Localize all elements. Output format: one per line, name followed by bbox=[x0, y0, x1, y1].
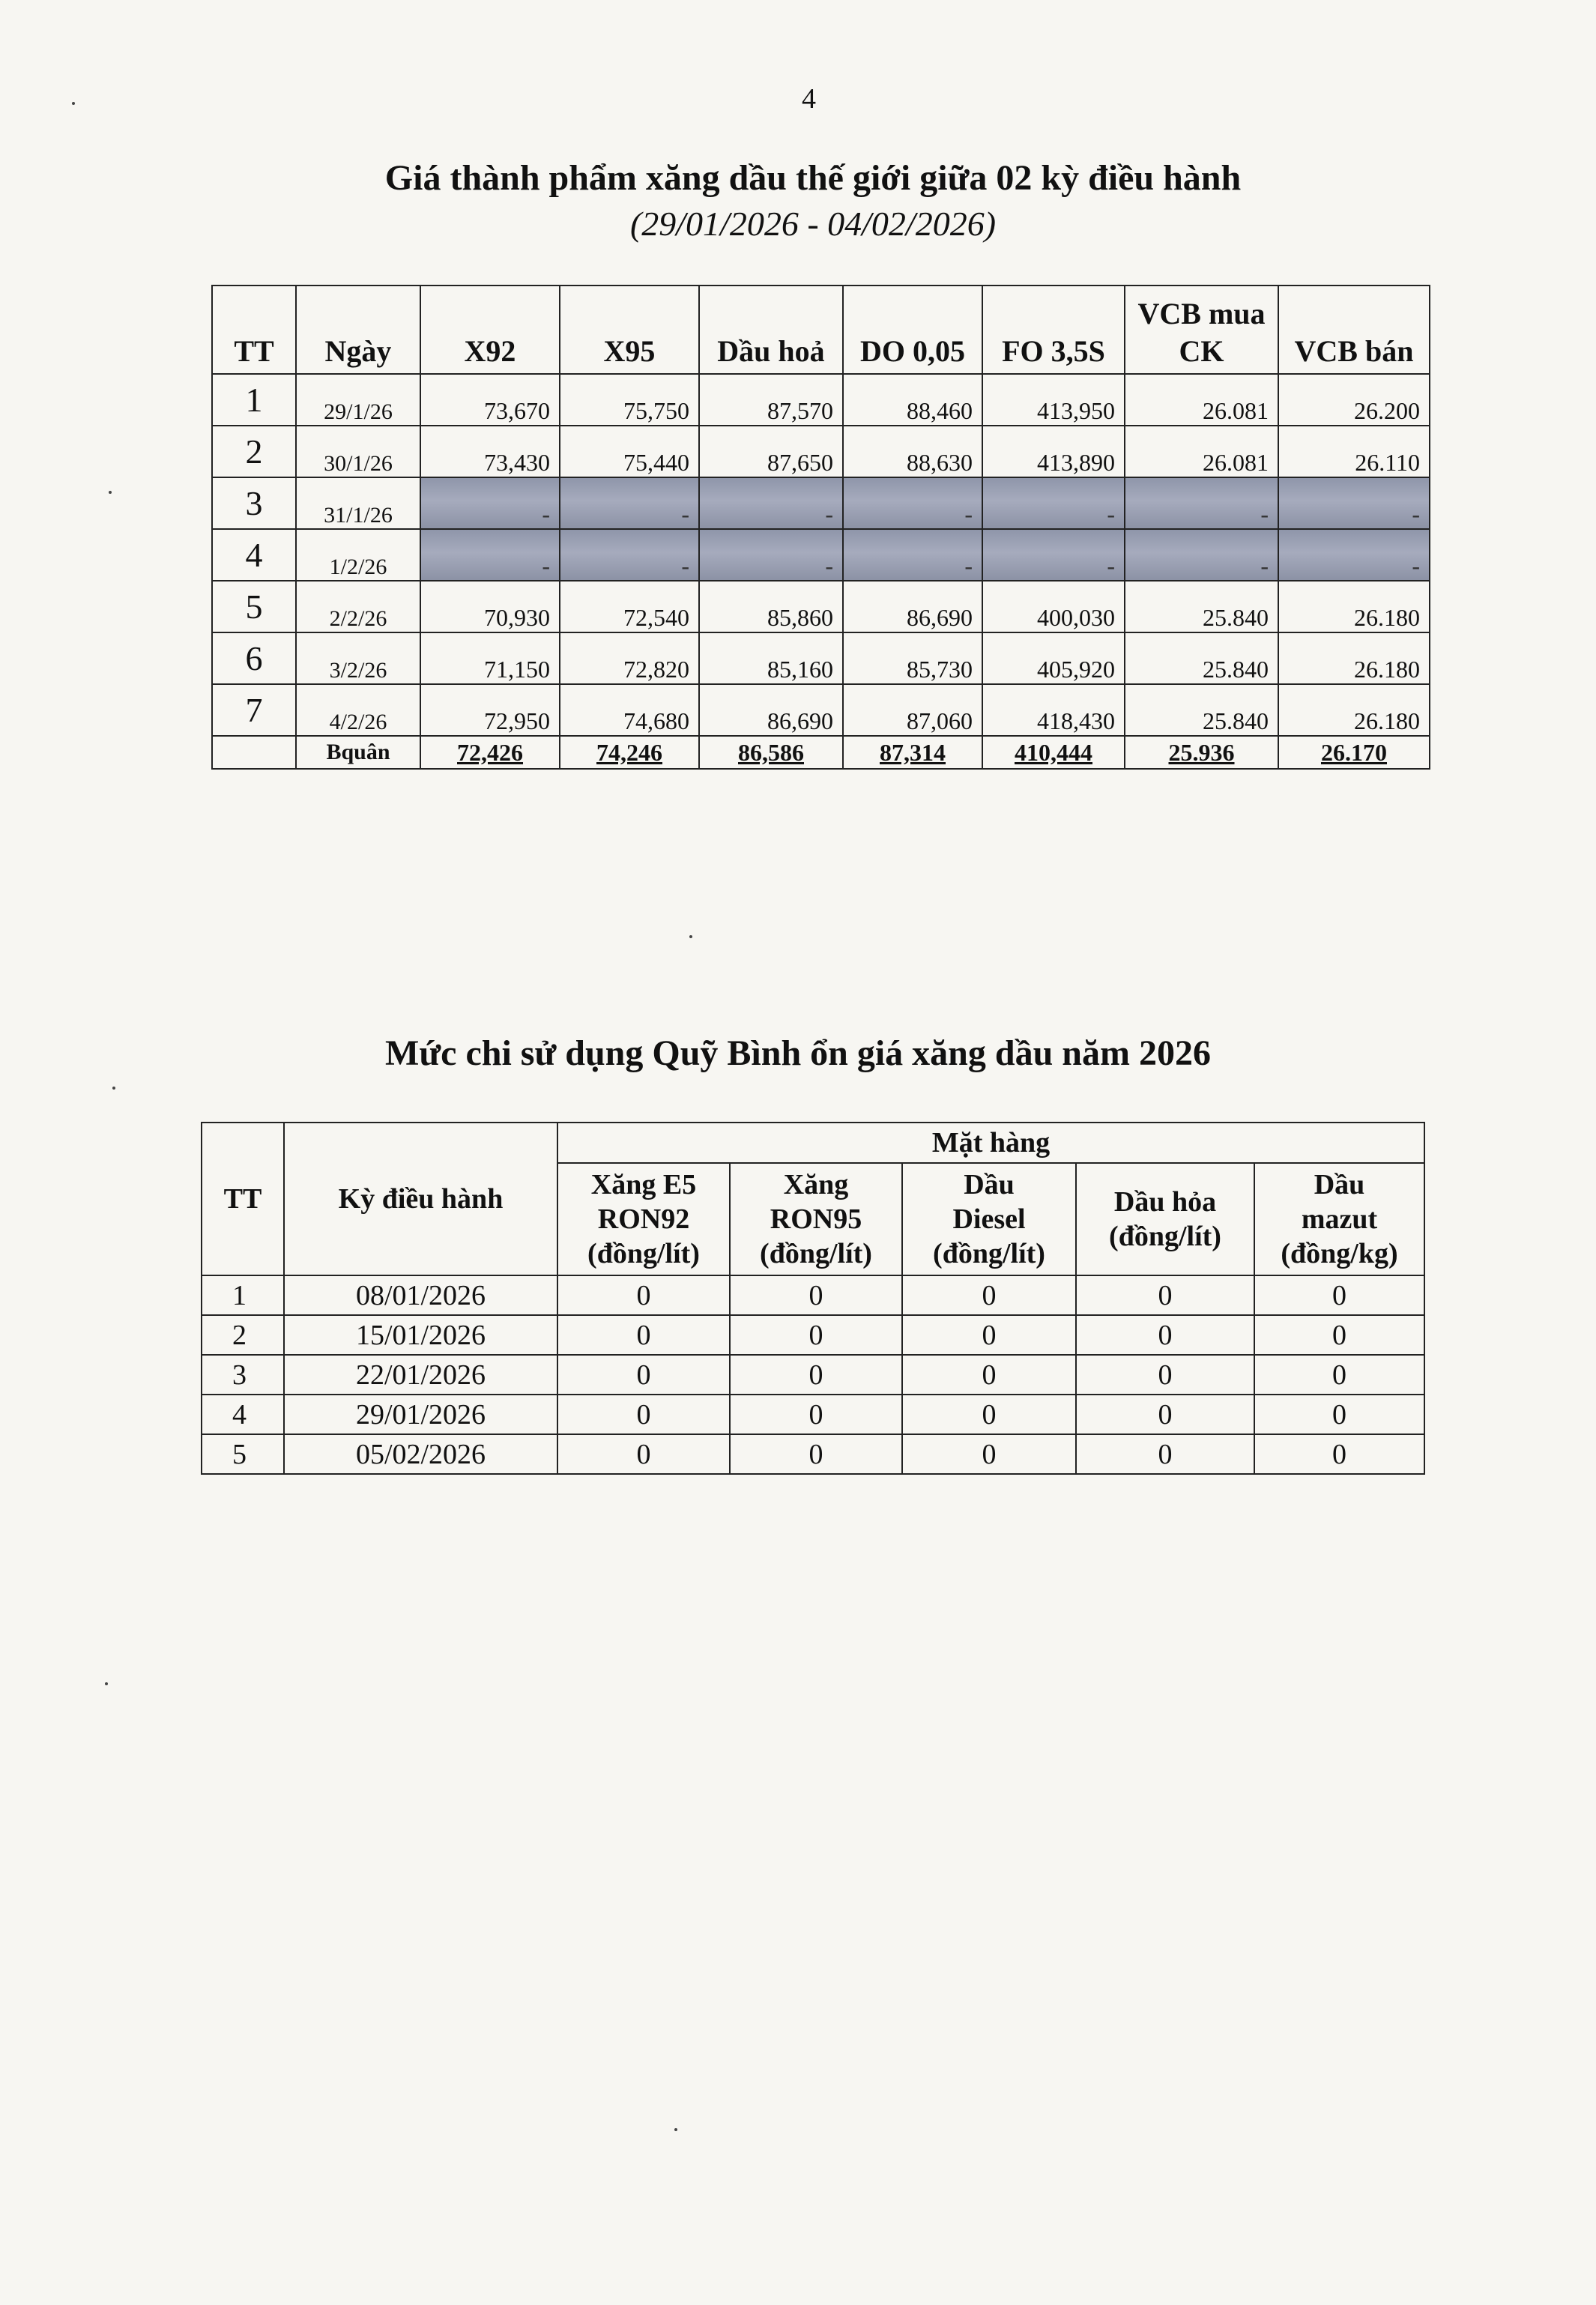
price-cell: 26.200 bbox=[1278, 374, 1430, 426]
price-cell: 413,950 bbox=[982, 374, 1125, 426]
column-header bbox=[902, 1163, 1076, 1275]
table2-title: Mức chi sử dụng Quỹ Bình ổn giá xăng dầu năm 2026 bbox=[385, 1033, 1211, 1073]
fund-cell: 0 bbox=[730, 1395, 902, 1434]
price-cell: 72,820 bbox=[560, 632, 699, 684]
table-row bbox=[202, 1434, 1424, 1474]
header-cell: FO 3,5S bbox=[982, 286, 1125, 374]
fund-cell: 0 bbox=[902, 1434, 1076, 1474]
header-cell: VCB bán bbox=[1278, 286, 1430, 374]
price-cell: 88,630 bbox=[843, 426, 982, 477]
fund-cell: 0 bbox=[1254, 1275, 1424, 1315]
fund-cell: 0 bbox=[902, 1275, 1076, 1315]
fund-cell: 0 bbox=[557, 1315, 730, 1355]
fund-cell: 0 bbox=[1254, 1434, 1424, 1474]
row-index: 2 bbox=[212, 426, 296, 477]
price-cell: 86,690 bbox=[699, 684, 843, 736]
row-index: 6 bbox=[212, 632, 296, 684]
column-header bbox=[557, 1163, 730, 1275]
row-date: 1/2/26 bbox=[296, 529, 420, 581]
price-cell: 25.840 bbox=[1125, 684, 1278, 736]
fund-cell: 0 bbox=[557, 1395, 730, 1434]
table-row bbox=[202, 1355, 1424, 1395]
header-group: Mặt hàng bbox=[557, 1123, 1424, 1163]
column-header-line: mazut bbox=[1301, 1203, 1378, 1235]
row-period: 05/02/2026 bbox=[284, 1434, 557, 1474]
column-header-line: (đồng/lít) bbox=[587, 1238, 700, 1269]
column-header bbox=[1254, 1163, 1424, 1275]
scan-speck bbox=[112, 1087, 115, 1090]
scan-speck bbox=[109, 491, 112, 494]
average-cell: 410,444 bbox=[982, 736, 1125, 769]
price-cell: 26.180 bbox=[1278, 581, 1430, 632]
average-cell: 72,426 bbox=[420, 736, 560, 769]
column-header-line: Dầu bbox=[964, 1169, 1015, 1200]
price-cell: - bbox=[420, 529, 560, 581]
price-cell: 74,680 bbox=[560, 684, 699, 736]
column-header-line: (đồng/kg) bbox=[1281, 1238, 1398, 1269]
price-cell: 85,860 bbox=[699, 581, 843, 632]
price-cell: - bbox=[1125, 477, 1278, 529]
column-header-line: (đồng/lít) bbox=[933, 1238, 1045, 1269]
row-index: 2 bbox=[202, 1315, 284, 1355]
row-index: 5 bbox=[212, 581, 296, 632]
average-label: Bquân bbox=[296, 736, 420, 769]
row-date: 2/2/26 bbox=[296, 581, 420, 632]
column-header-line: Xăng bbox=[783, 1169, 849, 1200]
row-period: 22/01/2026 bbox=[284, 1355, 557, 1395]
price-cell: 73,430 bbox=[420, 426, 560, 477]
column-header bbox=[1076, 1163, 1254, 1275]
scan-speck bbox=[674, 2128, 677, 2131]
row-index: 4 bbox=[212, 529, 296, 581]
row-date: 31/1/26 bbox=[296, 477, 420, 529]
row-index: 4 bbox=[202, 1395, 284, 1434]
table-row bbox=[212, 374, 1430, 426]
price-cell: 26.081 bbox=[1125, 374, 1278, 426]
table-row bbox=[202, 1315, 1424, 1355]
empty-cell bbox=[212, 736, 296, 769]
row-index: 1 bbox=[202, 1275, 284, 1315]
price-cell: 26.180 bbox=[1278, 684, 1430, 736]
price-cell: - bbox=[699, 477, 843, 529]
row-index: 3 bbox=[212, 477, 296, 529]
fund-cell: 0 bbox=[1254, 1355, 1424, 1395]
row-period: 08/01/2026 bbox=[284, 1275, 557, 1315]
header-cell: X92 bbox=[420, 286, 560, 374]
header-cell: VCB mua CK bbox=[1125, 286, 1278, 374]
table-row bbox=[212, 684, 1430, 736]
price-cell: - bbox=[843, 529, 982, 581]
row-date: 3/2/26 bbox=[296, 632, 420, 684]
fund-cell: 0 bbox=[902, 1355, 1076, 1395]
price-cell: - bbox=[1125, 529, 1278, 581]
price-cell: 72,540 bbox=[560, 581, 699, 632]
price-cell: - bbox=[1278, 477, 1430, 529]
table-row bbox=[212, 426, 1430, 477]
average-row bbox=[212, 736, 1430, 769]
price-cell: 87,060 bbox=[843, 684, 982, 736]
table-row bbox=[212, 581, 1430, 632]
price-cell: 85,730 bbox=[843, 632, 982, 684]
row-index: 5 bbox=[202, 1434, 284, 1474]
fund-cell: 0 bbox=[902, 1315, 1076, 1355]
page-number: 4 bbox=[802, 83, 816, 115]
price-cell: 26.180 bbox=[1278, 632, 1430, 684]
column-header-line: (đồng/lít) bbox=[760, 1238, 872, 1269]
row-period: 29/01/2026 bbox=[284, 1395, 557, 1434]
fund-cell: 0 bbox=[1076, 1434, 1254, 1474]
price-cell: 88,460 bbox=[843, 374, 982, 426]
column-header-line: Diesel bbox=[952, 1203, 1026, 1235]
table-row bbox=[212, 529, 1430, 581]
header-cell: X95 bbox=[560, 286, 699, 374]
fund-cell: 0 bbox=[1076, 1275, 1254, 1315]
average-cell: 74,246 bbox=[560, 736, 699, 769]
price-cell: - bbox=[560, 477, 699, 529]
table1-header-row bbox=[212, 286, 1430, 374]
average-cell: 26.170 bbox=[1278, 736, 1430, 769]
fund-cell: 0 bbox=[1076, 1315, 1254, 1355]
price-cell: - bbox=[699, 529, 843, 581]
price-cell: 75,440 bbox=[560, 426, 699, 477]
column-header-line: Dầu bbox=[1314, 1169, 1365, 1200]
column-header-line: Xăng E5 bbox=[590, 1169, 697, 1200]
price-cell: 75,750 bbox=[560, 374, 699, 426]
price-cell: 413,890 bbox=[982, 426, 1125, 477]
price-cell: 73,670 bbox=[420, 374, 560, 426]
table1-title: Giá thành phẩm xăng dầu thế giới giữa 02 kỳ điều hành bbox=[384, 158, 1242, 198]
row-index: 7 bbox=[212, 684, 296, 736]
column-header bbox=[730, 1163, 902, 1275]
price-cell: 87,650 bbox=[699, 426, 843, 477]
table-row bbox=[212, 632, 1430, 684]
price-cell: - bbox=[982, 529, 1125, 581]
price-cell: 418,430 bbox=[982, 684, 1125, 736]
header-cell: Dầu hoả bbox=[699, 286, 843, 374]
scan-speck bbox=[105, 1682, 108, 1685]
fund-cell: 0 bbox=[902, 1395, 1076, 1434]
fund-cell: 0 bbox=[1076, 1395, 1254, 1434]
price-cell: 405,920 bbox=[982, 632, 1125, 684]
header-period: Kỳ điều hành bbox=[284, 1123, 557, 1275]
price-cell: 87,570 bbox=[699, 374, 843, 426]
fund-cell: 0 bbox=[730, 1275, 902, 1315]
table-row bbox=[202, 1395, 1424, 1434]
price-cell: - bbox=[420, 477, 560, 529]
world-fuel-price-table bbox=[211, 285, 1430, 770]
column-header-line: RON92 bbox=[597, 1203, 690, 1235]
row-date: 29/1/26 bbox=[296, 374, 420, 426]
scan-speck bbox=[689, 935, 692, 938]
price-cell: 26.110 bbox=[1278, 426, 1430, 477]
header-cell: Ngày bbox=[296, 286, 420, 374]
fund-cell: 0 bbox=[557, 1355, 730, 1395]
row-index: 3 bbox=[202, 1355, 284, 1395]
fund-cell: 0 bbox=[1254, 1315, 1424, 1355]
price-cell: 72,950 bbox=[420, 684, 560, 736]
column-header-line: (đồng/lít) bbox=[1109, 1221, 1221, 1252]
table-row bbox=[202, 1275, 1424, 1315]
price-cell: 25.840 bbox=[1125, 632, 1278, 684]
header-cell: TT bbox=[212, 286, 296, 374]
header-tt: TT bbox=[202, 1123, 284, 1275]
price-cell: 85,160 bbox=[699, 632, 843, 684]
average-cell: 87,314 bbox=[843, 736, 982, 769]
average-cell: 25.936 bbox=[1125, 736, 1278, 769]
average-cell: 86,586 bbox=[699, 736, 843, 769]
price-cell: 400,030 bbox=[982, 581, 1125, 632]
price-cell: - bbox=[982, 477, 1125, 529]
price-cell: 86,690 bbox=[843, 581, 982, 632]
fund-cell: 0 bbox=[730, 1434, 902, 1474]
table1-subtitle: (29/01/2026 - 04/02/2026) bbox=[629, 205, 997, 243]
column-header-line: Dầu hỏa bbox=[1113, 1186, 1217, 1218]
fund-cell: 0 bbox=[730, 1355, 902, 1395]
table-row bbox=[212, 477, 1430, 529]
fund-cell: 0 bbox=[730, 1315, 902, 1355]
stabilization-fund-table bbox=[201, 1122, 1425, 1475]
fund-cell: 0 bbox=[1254, 1395, 1424, 1434]
row-date: 30/1/26 bbox=[296, 426, 420, 477]
price-cell: - bbox=[1278, 529, 1430, 581]
row-date: 4/2/26 bbox=[296, 684, 420, 736]
row-index: 1 bbox=[212, 374, 296, 426]
fund-cell: 0 bbox=[557, 1434, 730, 1474]
fund-cell: 0 bbox=[557, 1275, 730, 1315]
row-period: 15/01/2026 bbox=[284, 1315, 557, 1355]
price-cell: - bbox=[843, 477, 982, 529]
fund-cell: 0 bbox=[1076, 1355, 1254, 1395]
price-cell: 71,150 bbox=[420, 632, 560, 684]
scan-speck bbox=[72, 102, 75, 105]
price-cell: 26.081 bbox=[1125, 426, 1278, 477]
price-cell: - bbox=[560, 529, 699, 581]
price-cell: 70,930 bbox=[420, 581, 560, 632]
header-cell: DO 0,05 bbox=[843, 286, 982, 374]
price-cell: 25.840 bbox=[1125, 581, 1278, 632]
column-header-line: RON95 bbox=[770, 1203, 862, 1235]
